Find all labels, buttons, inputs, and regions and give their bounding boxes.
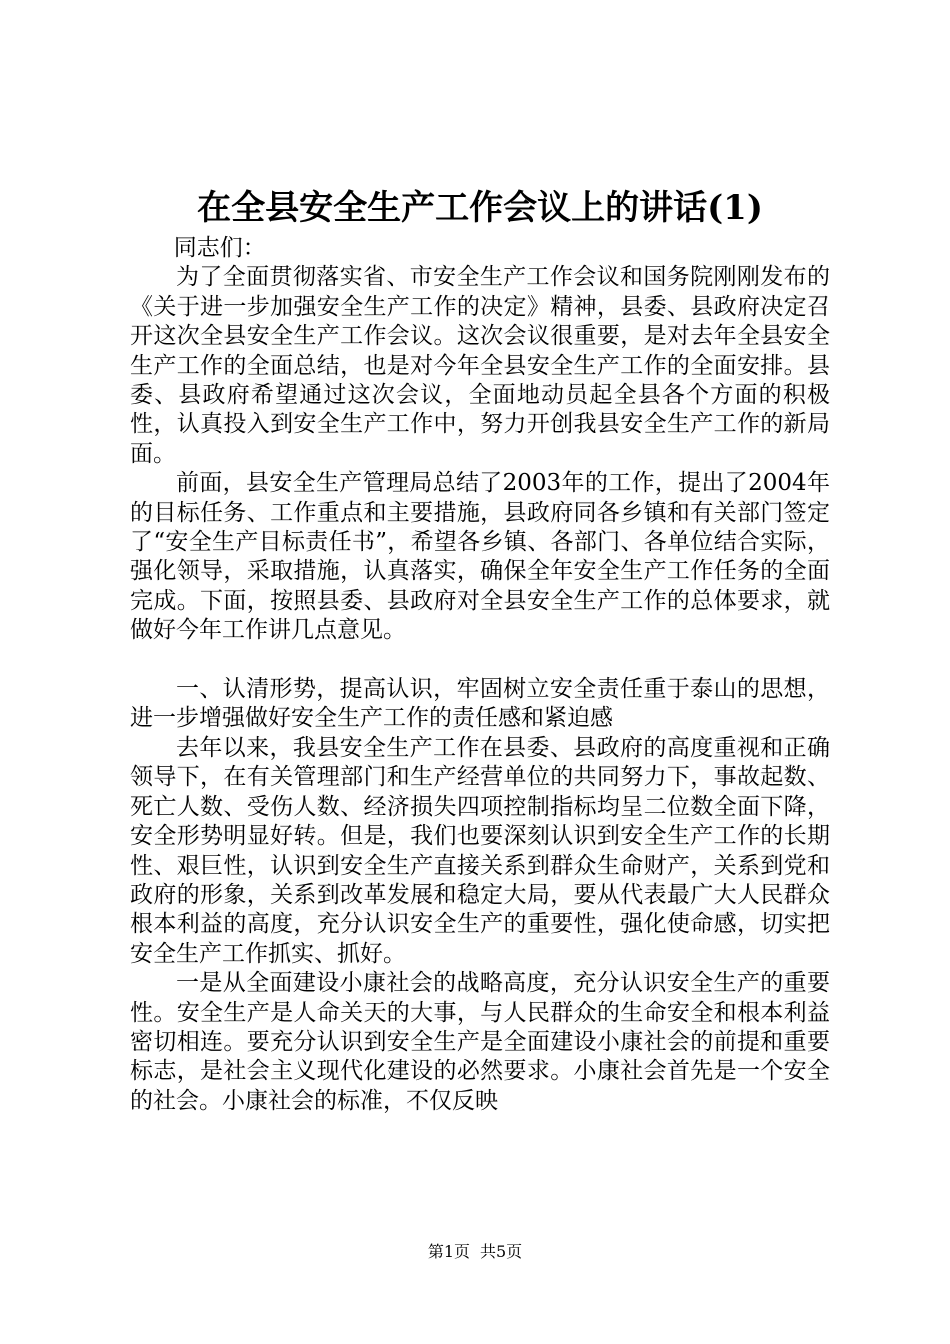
document-title: 在全县安全生产工作会议上的讲话(1) [197,188,763,228]
page-total: 共5页 [480,1242,523,1261]
section-heading-1: 一、认清形势，提高认识，牢固树立安全责任重于泰山的思想，进一步增强做好安全生产工作的责任感和紧迫感 [130,676,830,732]
paragraph-point-1: 一是从全面建设小康社会的战略高度，充分认识安全生产的重要性。安全生产是人命关天的大事，与人民群众的生命安全和根本利益密切相连。要充分认识到安全生产是全面建设小康社会的前提和重要标志，是社会主义现代化建设的必然要求。小康社会首先是一个安全的社会。小康社会的标准，不仅反映 [130,970,830,1114]
paragraph-situation: 去年以来，我县安全生产工作在县委、县政府的高度重视和正确领导下，在有关管理部门和生产经营单位的共同努力下，事故起数、死亡人数、受伤人数、经济损失四项控制指标均呈二位数全面下降，安全形势明显好转。但是，我们也要深刻认识到安全生产工作的长期性、艰巨性，认识到安全生产直接关系到群众生命财产，关系到党和政府的形象，关系到改革发展和稳定大局，要从代表最广大人民群众根本利益的高度，充分认识安全生产的重要性，强化使命感，切实把安全生产工作抓实、抓好。 [130,734,830,967]
document-body [130,234,830,1116]
salutation: 同志们： [173,235,266,261]
paragraph-intro: 为了全面贯彻落实省、市安全生产工作会议和国务院刚刚发布的《关于进一步加强安全生产工作的决定》精神，县委、县政府决定召开这次全县安全生产工作会议。这次会议很重要，是对去年全县安全生产工作的全面总结，也是对今年全县安全生产工作的全面安排。县委、县政府希望通过这次会议，全面地动员起全县各个方面的积极性，认真投入到安全生产工作中，努力开创我县安全生产工作的新局面。 [130,264,830,467]
page-footer [0,1242,950,1262]
page-number: 第1页 [427,1242,470,1261]
paragraph-summary: 前面，县安全生产管理局总结了2003年的工作，提出了2004年的目标任务、工作重点和主要措施，县政府同各乡镇和有关部门签定了“安全生产目标责任书”，希望各乡镇、各部门、各单位结合实际，强化领导，采取措施，认真落实，确保全年安全生产工作任务的全面完成。下面，按照县委、县政府对全县安全生产工作的总体要求，就做好今年工作讲几点意见。 [130,470,830,644]
